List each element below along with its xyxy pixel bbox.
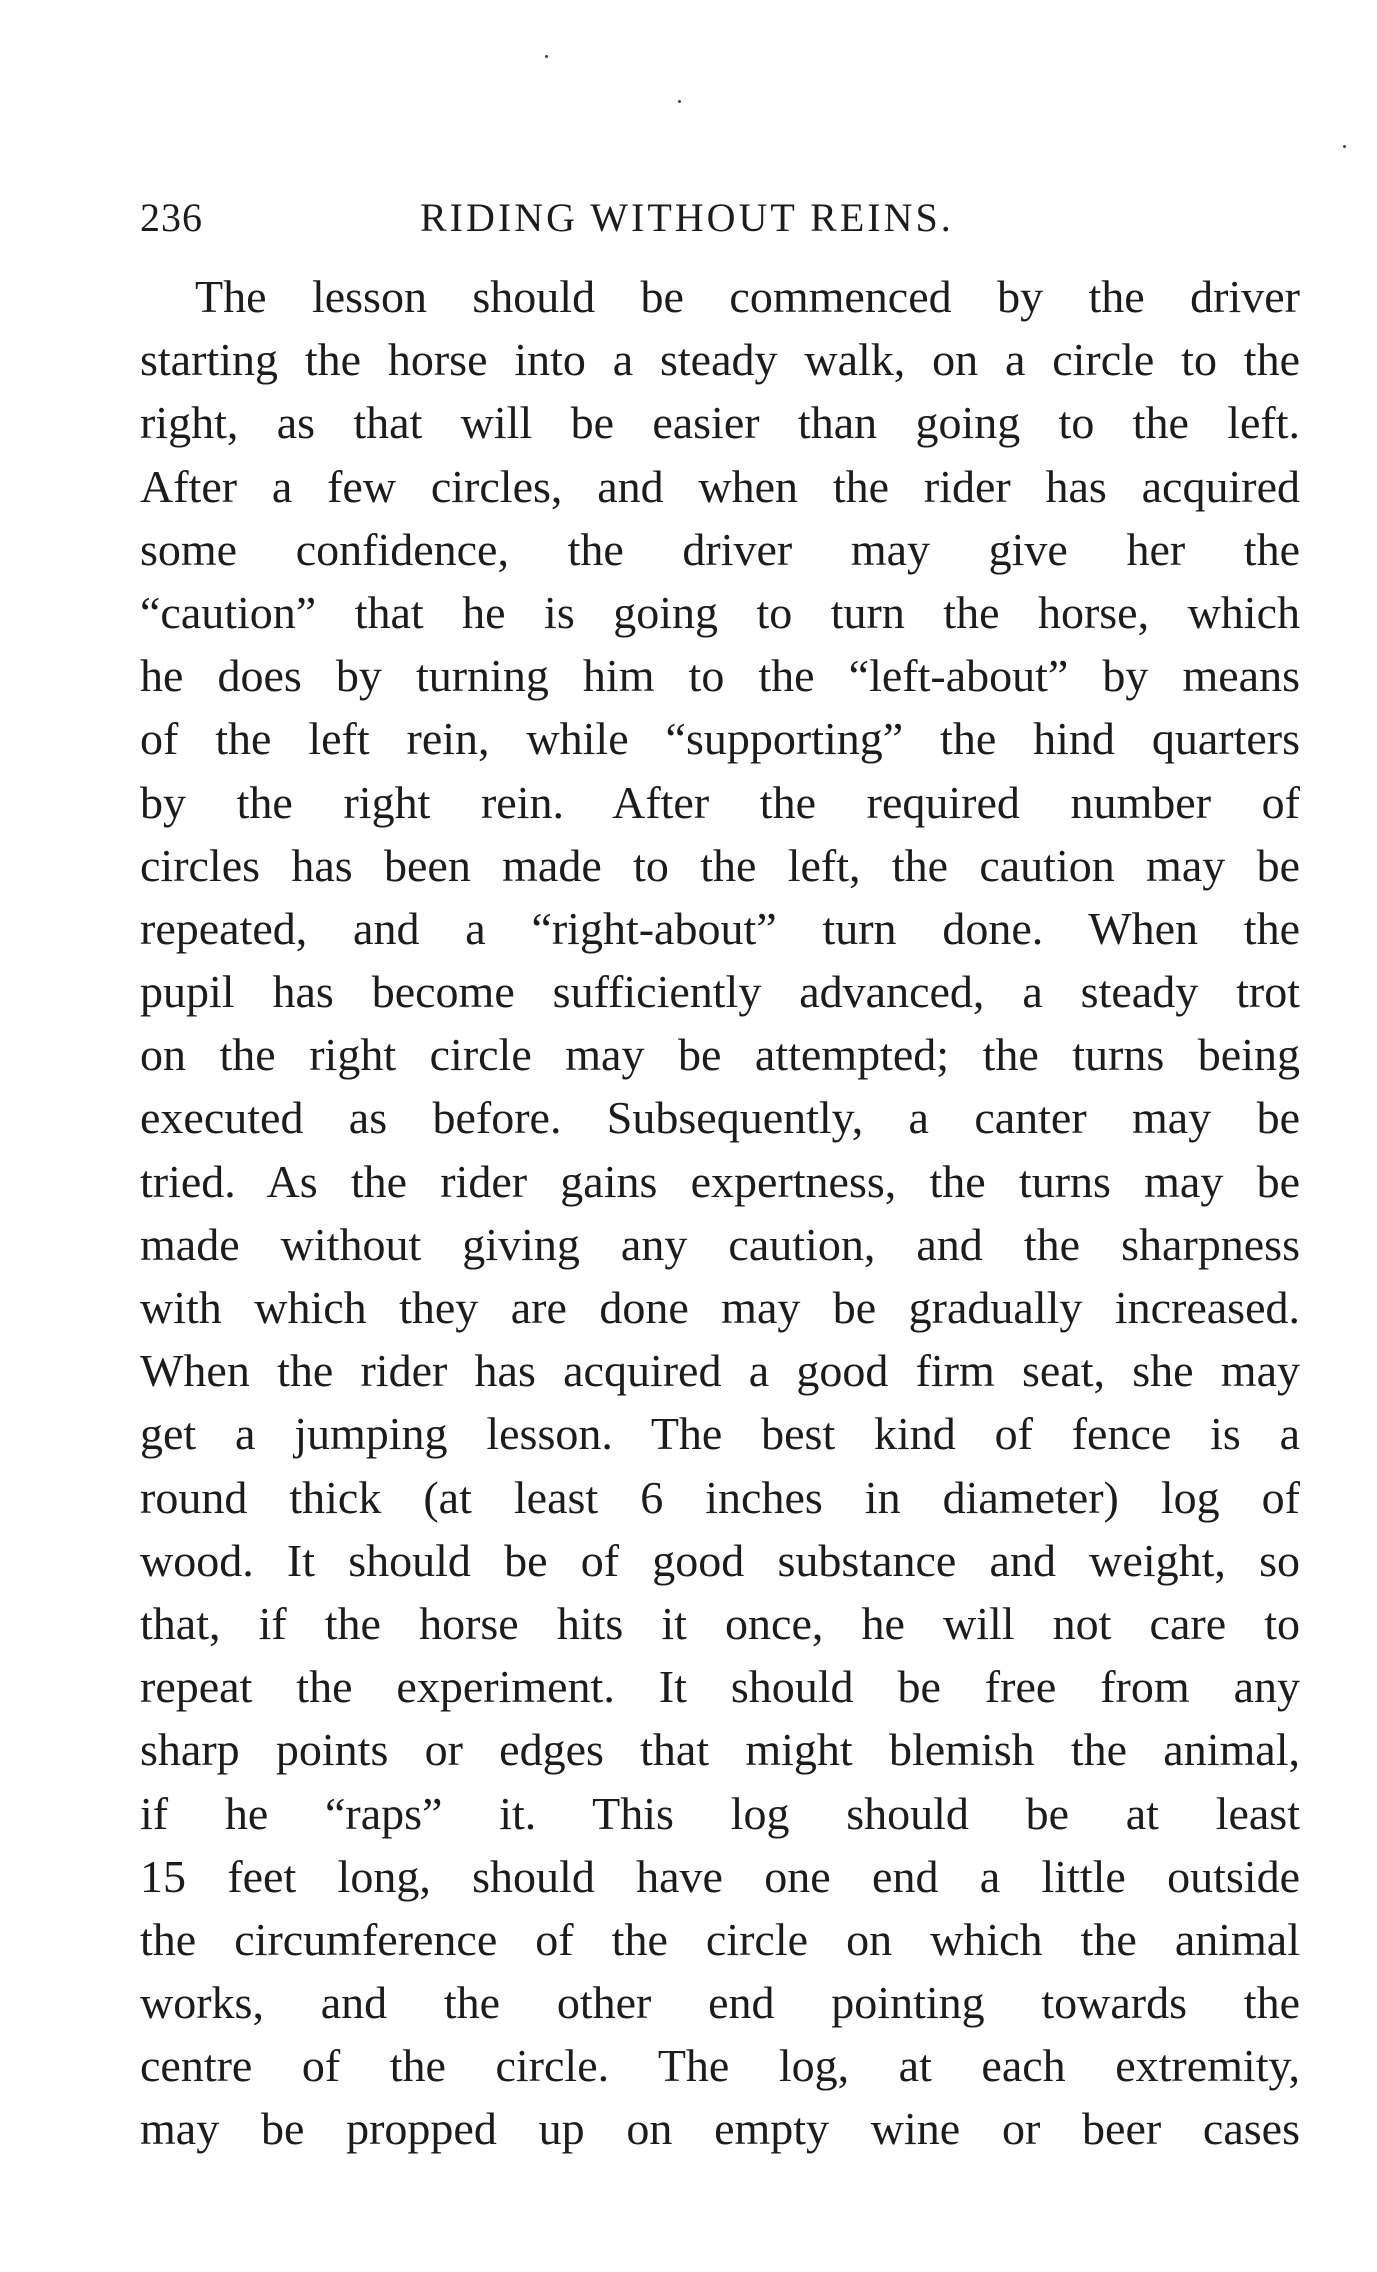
text-line: that, if the horse hits it once, he will not care to: [140, 1597, 1300, 1649]
text-line: tried. As the rider gains expertness, the turns may be: [140, 1155, 1300, 1207]
text-line: some confidence, the driver may give her the: [140, 523, 1300, 575]
page-header: [140, 188, 1300, 248]
text-line: round thick (at least 6 inches in diameter) log of: [140, 1471, 1300, 1523]
text-line: he does by turning him to the “left-about” by means: [140, 650, 1300, 702]
text-line: 15 feet long, should have one end a little outside: [140, 1850, 1300, 1902]
text-line: sharp points or edges that might blemish the animal,: [140, 1724, 1300, 1776]
running-title: RIDING WITHOUT REINS.: [420, 195, 954, 240]
text-line: may be propped up on empty wine or beer cases: [140, 2103, 1300, 2155]
body-paragraph: [140, 265, 1300, 2161]
text-line: with which they are done may be gradually increased.: [140, 1282, 1300, 1333]
text-line: by the right rein. After the required number of: [140, 776, 1300, 828]
text-line: on the right circle may be attempted; the turns being: [140, 1029, 1300, 1081]
text-line: if he “raps” it. This log should be at least: [140, 1787, 1300, 1839]
print-speck: [678, 100, 681, 103]
text-line: pupil has become sufficiently advanced, a steady trot: [140, 966, 1300, 1018]
text-line: get a jumping lesson. The best kind of fence is a: [140, 1408, 1300, 1460]
text-line: “caution” that he is going to turn the horse, which: [140, 586, 1300, 638]
print-speck: [1343, 145, 1346, 148]
page-number: 236: [140, 195, 203, 240]
text-line: starting the horse into a steady walk, on a circle to the: [140, 334, 1300, 386]
text-line: When the rider has acquired a good firm seat, she may: [140, 1345, 1300, 1397]
text-line: the circumference of the circle on which the animal: [140, 1913, 1300, 1965]
text-line: made without giving any caution, and the sharpness: [140, 1218, 1300, 1270]
text-line: The lesson should be commenced by the driver: [195, 271, 1300, 322]
text-line: After a few circles, and when the rider has acquired: [140, 460, 1300, 512]
text-line: repeated, and a “right-about” turn done. When the: [140, 902, 1300, 954]
text-line: executed as before. Subsequently, a canter may be: [140, 1092, 1300, 1144]
text-line: of the left rein, while “supporting” the hind quarters: [140, 713, 1300, 765]
text-line: right, as that will be easier than going to the left.: [140, 397, 1300, 449]
text-line: wood. It should be of good substance and weight, so: [140, 1534, 1300, 1586]
print-speck: [545, 55, 548, 58]
text-line: works, and the other end pointing towards the: [140, 1977, 1300, 2029]
text-line: centre of the circle. The log, at each extremity,: [140, 2040, 1300, 2092]
text-line: repeat the experiment. It should be free from any: [140, 1661, 1300, 1713]
text-line: circles has been made to the left, the caution may be: [140, 839, 1300, 891]
